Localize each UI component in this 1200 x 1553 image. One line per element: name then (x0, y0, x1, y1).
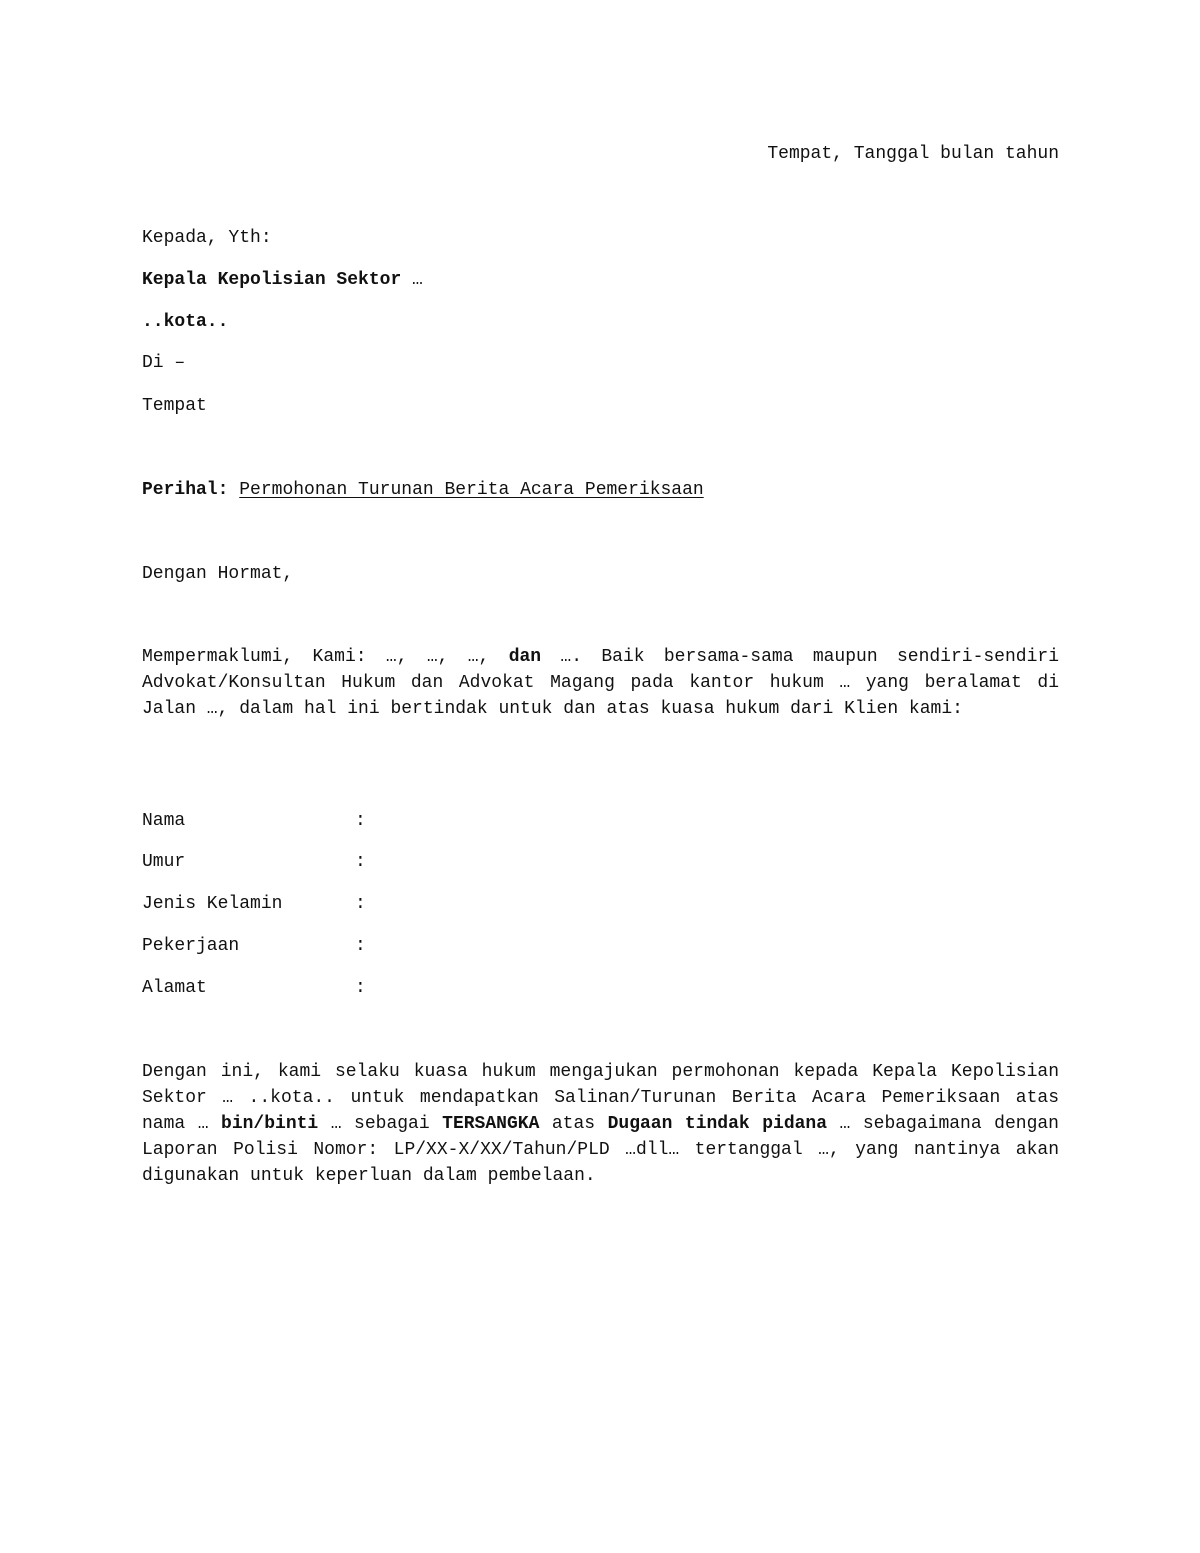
paragraph-request-part3: atas (539, 1114, 608, 1134)
salutation: Dengan Hormat, (142, 564, 294, 584)
paragraph-intro (142, 644, 1059, 722)
field-label-alamat: Alamat (142, 978, 207, 998)
recipient-greeting: Kepada, Yth: (142, 228, 272, 248)
field-sep-nama: : (355, 811, 366, 831)
field-sep-alamat: : (355, 978, 366, 998)
field-label-umur: Umur (142, 852, 186, 872)
recipient-title (142, 268, 423, 292)
recipient-di: Di – (142, 353, 186, 373)
paragraph-request-bold1: bin/binti (221, 1114, 319, 1134)
recipient-city-text: ..kota.. (142, 312, 229, 332)
field-sep-jenis-kelamin: : (355, 894, 366, 914)
recipient-title-rest: … (401, 270, 423, 290)
field-label-pekerjaan: Pekerjaan (142, 936, 240, 956)
field-row-pekerjaan (142, 934, 366, 958)
paragraph-request-bold2: TERSANGKA (442, 1114, 540, 1134)
paragraph-request-part2: … sebagai (318, 1114, 443, 1134)
paragraph-intro-part1: Mempermaklumi, Kami: …, …, …, (142, 647, 509, 667)
paragraph-intro-part2: …. Baik bersama-sama maupun sendiri-sendiri Advokat/Konsultan Hukum dan Advokat Magang pada kantor hukum … yang beralamat di Jalan …, dalam hal ini bertindak untuk dan atas kuasa hukum dari Klien kami: (142, 647, 1059, 719)
field-sep-umur: : (355, 852, 366, 872)
subject-text: Permohonan Turunan Berita Acara Pemeriksaan (239, 480, 704, 500)
paragraph-request-part4: … sebagaimana dengan Laporan Polisi Nomor: LP/XX-X/XX/Tahun/PLD …dll… tertanggal …, yang nantinya akan digunakan untuk keperluan dalam pembelaan. (142, 1114, 1059, 1186)
recipient-city (142, 310, 228, 334)
paragraph-request-part1: Dengan ini, kami selaku kuasa hukum mengajukan permohonan kepada Kepala Kepolisian Sektor … ..kota.. untuk mendapatkan Salinan/Turunan Berita Acara Pemeriksaan atas nama … (142, 1062, 1059, 1134)
paragraph-request-bold3: Dugaan tindak pidana (607, 1114, 828, 1134)
recipient-place: Tempat (142, 396, 207, 416)
subject-line (142, 478, 704, 502)
field-label-jenis-kelamin: Jenis Kelamin (142, 894, 283, 914)
recipient-title-bold: Kepala Kepolisian Sektor (142, 270, 402, 290)
place-date: Tempat, Tanggal bulan tahun (767, 144, 1059, 164)
field-sep-pekerjaan: : (355, 936, 366, 956)
subject-label: Perihal: (142, 480, 229, 500)
field-label-nama: Nama (142, 811, 186, 831)
paragraph-request (142, 1059, 1059, 1189)
field-row-alamat (142, 976, 366, 1000)
paragraph-intro-bold1: dan (508, 647, 542, 667)
field-row-umur (142, 850, 366, 874)
field-row-jenis-kelamin (142, 892, 366, 916)
field-row-nama (142, 809, 366, 833)
